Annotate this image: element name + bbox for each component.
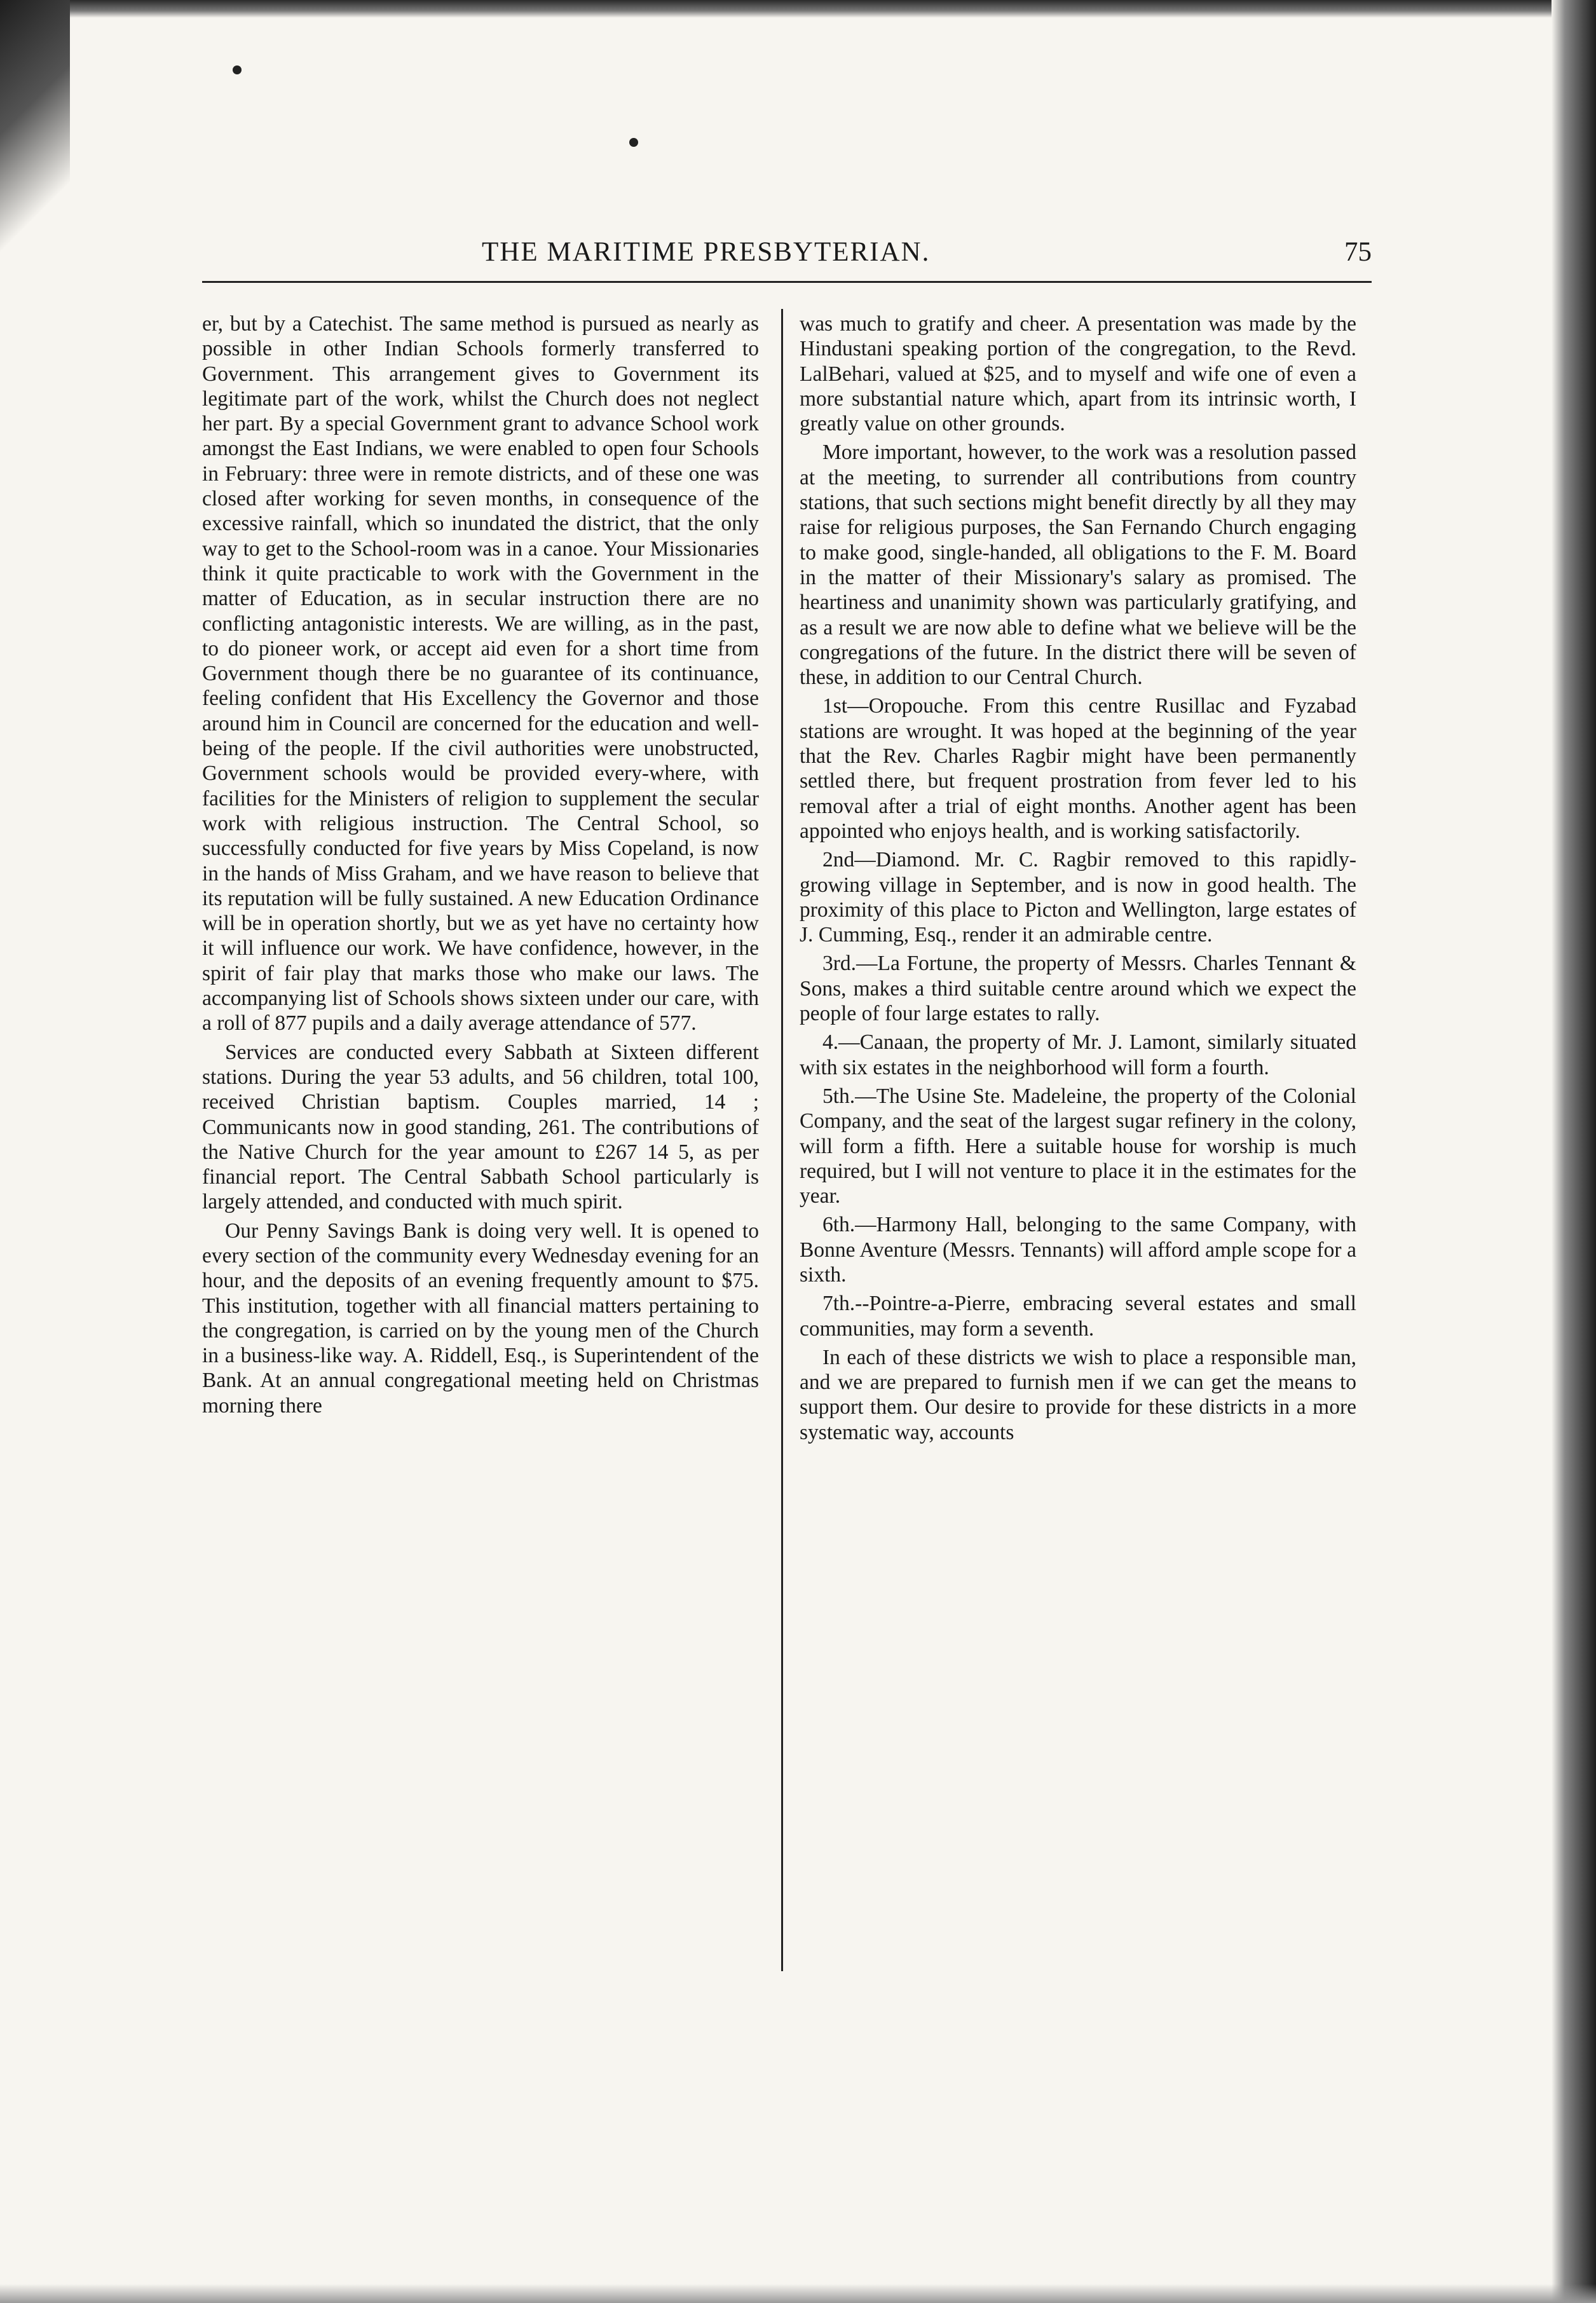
paragraph: was much to gratify and cheer. A presentation was made by the Hindustani speaking portion of the congregation, to the Revd. LalBehari, valued at $25, and to myself and wife one of even a more substantial nature which, apart from its intrinsic worth, I greatly value on other grounds. — [800, 312, 1356, 436]
column-divider — [781, 309, 783, 1971]
page-number: 75 — [1344, 237, 1372, 267]
scan-edge-bottom — [0, 2284, 1596, 2303]
scan-edge-top — [0, 0, 1596, 18]
paragraph: More important, however, to the work was a resolution passed at the meeting, to surrender all contributions from country stations, that such sections might benefit directly by all they may raise for religious purposes, the San Fernando Church engaging to make good, single-handed, all obligations to the F. M. Board in the matter of their Missionary's salary as promised. The heartiness and unanimity shown was particularly gratifying, and as a result we are now able to define what we believe will be the congregations of the future. In the district there will be seven of these, in addition to our Central Church. — [800, 441, 1356, 690]
paragraph: er, but by a Catechist. The same method is pursued as nearly as possible in other Indian Schools formerly transferred to Government. This arrangement gives to Government its legitimate part of the work, whilst the Church does not neglect her part. By a special Government grant to advance School work amongst the East Indians, we were enabled to open four Schools in February: three were in remote districts, and of these one was closed after working for seven months, in consequence of the excessive rainfall, which so inundated the district, that the only way to get to the School-room was in a canoe. Your Missionaries think it quite practicable to work with the Government in the matter of Education, as in secular instruction there are no conflicting antagonistic interests. We are willing, as in the past, to do pioneer work, or accept aid even for a short time from Government though there be no guarantee of its continuance, feeling confident that His Excellency the Governor and those around him in Council are concerned for the education and well-being of the people. If the civil authorities were unobstructed, Government schools would be provided every-where, with facilities for the Ministers of religion to supplement the secular work with religious instruction. The Central School, so successfully conducted for five years by Miss Copeland, is now in the hands of Miss Graham, and we have reason to believe that its reputation will be fully sustained. A new Education Ordinance will be in operation shortly, but we as yet have no certainty how it will influence our work. We have confidence, however, in the spirit of fair play that marks those who make our laws. The accompanying list of Schools shows sixteen under our care, with a roll of 877 pupils and a daily average attendance of 577. — [202, 312, 759, 1035]
scan-edge-right — [1552, 0, 1596, 2303]
paragraph: Services are conducted every Sabbath at Sixteen different stations. During the year 53 adults, and 56 children, total 100, received Christian baptism. Couples married, 14 ; Communicants now in good standing, 261. The contributions of the Native Church for the year amount to £267 14 5, as per financial report. The Central Sabbath School particularly is largely attended, and conducted with much spirit. — [202, 1040, 759, 1214]
paragraph: 4.—Canaan, the property of Mr. J. Lamont, similarly situated with six estates in the neighborhood will form a fourth. — [800, 1030, 1356, 1079]
paragraph: 6th.—Harmony Hall, belonging to the same Company, with Bonne Aventure (Messrs. Tennants) will afford ample scope for a sixth. — [800, 1213, 1356, 1287]
paragraph: 1st—Oropouche. From this centre Rusillac and Fyzabad stations are wrought. It was hoped at the beginning of the year that the Rev. Charles Ragbir might have been permanently settled there, but frequent prostration from fever led to his removal after a trial of eight months. Another agent has been appointed who enjoys health, and is working satisfactorily. — [800, 694, 1356, 843]
right-column — [800, 311, 1356, 1449]
paragraph: Our Penny Savings Bank is doing very well. It is opened to every section of the community every Wednesday evening for an hour, and the deposits of an evening frequently amount to $75. This institution, together with all financial matters pertaining to the congregation, is carried on by the young men of the Church in a business-like way. A. Riddell, Esq., is Superintendent of the Bank. At an annual congregational meeting held on Christmas morning there — [202, 1219, 759, 1418]
paragraph: 3rd.—La Fortune, the property of Messrs. Charles Tennant & Sons, makes a third suitable centre around which we expect the people of four large estates to rally. — [800, 952, 1356, 1026]
running-title: THE MARITIME PRESBYTERIAN. — [482, 237, 931, 267]
paragraph: 5th.—The Usine Ste. Madeleine, the property of the Colonial Company, and the seat of the largest sugar refinery in the colony, will form a fifth. Here a suitable house for worship is much required, but I will not venture to place it in the estimates for the year. — [800, 1084, 1356, 1208]
paragraph: In each of these districts we wish to place a responsible man, and we are prepared to furnish men if we can get the means to support them. Our desire to provide for these districts in a more systematic way, accounts — [800, 1345, 1356, 1444]
ink-speck — [233, 65, 242, 74]
paragraph: 2nd—Diamond. Mr. C. Ragbir removed to this rapidly-growing village in September, and is now in good health. The proximity of this place to Picton and Wellington, large estates of J. Cumming, Esq., render it an admirable centre. — [800, 848, 1356, 947]
header-rule — [202, 281, 1372, 283]
paragraph: 7th.--Pointre-a-Pierre, embracing several estates and small communities, may form a seventh. — [800, 1292, 1356, 1341]
ink-speck — [629, 138, 638, 147]
left-column — [202, 311, 759, 1422]
scan-edge-left — [0, 0, 70, 267]
page-header — [202, 236, 1372, 275]
